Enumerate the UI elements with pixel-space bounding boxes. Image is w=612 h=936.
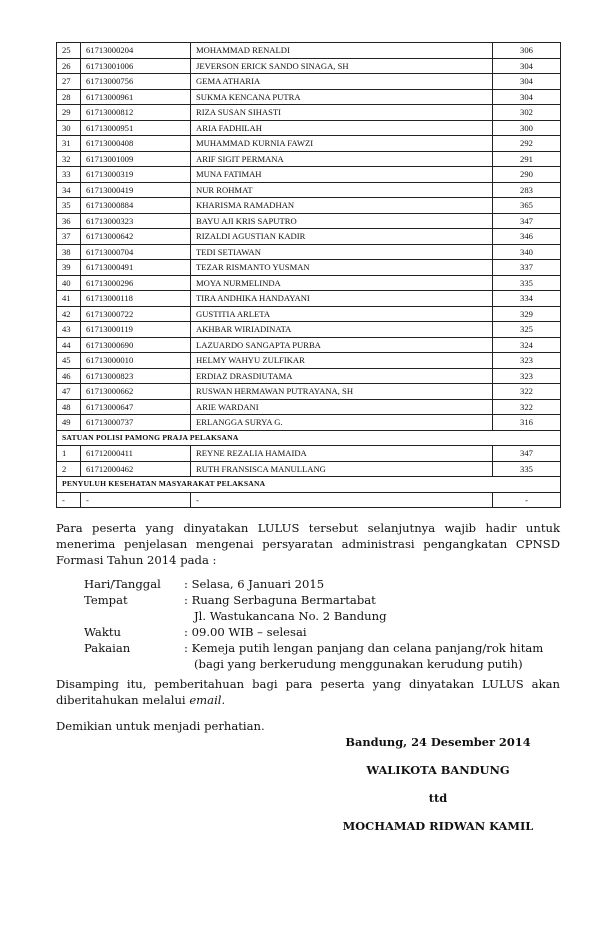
cell-score: 291 xyxy=(493,151,561,167)
cell-no: 44 xyxy=(57,337,81,353)
cell-nip: 61713001009 xyxy=(81,151,191,167)
cell-nip: 61713000690 xyxy=(81,337,191,353)
cell-nip: 61713000204 xyxy=(81,43,191,59)
table-row xyxy=(57,43,561,59)
table-row xyxy=(57,198,561,214)
table-row xyxy=(57,306,561,322)
schedule-row-place xyxy=(84,592,574,608)
cell-no: 34 xyxy=(57,182,81,198)
table-section-row xyxy=(57,430,561,446)
cell-nip: 61713000704 xyxy=(81,244,191,260)
schedule-block xyxy=(84,576,574,672)
cell-nip: 61713000419 xyxy=(81,182,191,198)
cell-nip: 61713000491 xyxy=(81,260,191,276)
table-row xyxy=(57,213,561,229)
cell-name: LAZUARDO SANGAPTA PURBA xyxy=(191,337,493,353)
table-row xyxy=(57,105,561,121)
cell-name: SUKMA KENCANA PUTRA xyxy=(191,89,493,105)
schedule-row-dress xyxy=(84,640,574,656)
cell-nip: 61713000884 xyxy=(81,198,191,214)
table-row xyxy=(57,415,561,431)
cell-no: 49 xyxy=(57,415,81,431)
cell-score: 306 xyxy=(493,43,561,59)
section-heading-penyuluh: PENYULUH KESEHATAN MASYARAKAT PELAKSANA xyxy=(57,477,561,493)
table-row xyxy=(57,167,561,183)
paragraph-email-main: Disamping itu, pemberitahuan bagi para peserta yang dinyatakan LULUS akan diberitahukan melalui xyxy=(56,677,560,707)
cell-name: NUR ROHMAT xyxy=(191,182,493,198)
cell-score: 322 xyxy=(493,399,561,415)
cell-no: 31 xyxy=(57,136,81,152)
cell-nip: - xyxy=(81,492,191,508)
cell-no: 28 xyxy=(57,89,81,105)
cell-name: RUSWAN HERMAWAN PUTRAYANA, SH xyxy=(191,384,493,400)
table-row xyxy=(57,182,561,198)
cell-score: 323 xyxy=(493,353,561,369)
cell-name: MOYA NURMELINDA xyxy=(191,275,493,291)
cell-score: 346 xyxy=(493,229,561,245)
cell-nip: 61713001006 xyxy=(81,58,191,74)
cell-no: 26 xyxy=(57,58,81,74)
cell-score: - xyxy=(493,492,561,508)
cell-score: 322 xyxy=(493,384,561,400)
table-row xyxy=(57,275,561,291)
table-row xyxy=(57,461,561,477)
cell-no: 27 xyxy=(57,74,81,90)
paragraph-email-end: . xyxy=(221,693,226,707)
table-row xyxy=(57,446,561,462)
cell-name: BAYU AJI KRIS SAPUTRO xyxy=(191,213,493,229)
cell-no: 45 xyxy=(57,353,81,369)
cell-name: - xyxy=(191,492,493,508)
table-row xyxy=(57,291,561,307)
paragraph-email-notice xyxy=(56,676,560,708)
paragraph-email-word: email xyxy=(189,693,222,707)
cell-nip: 61713000319 xyxy=(81,167,191,183)
cell-name: KHARISMA RAMADHAN xyxy=(191,198,493,214)
cell-nip: 61713000118 xyxy=(81,291,191,307)
cell-no: 2 xyxy=(57,461,81,477)
results-table-body xyxy=(57,43,561,508)
cell-nip: 61713000010 xyxy=(81,353,191,369)
cell-nip: 61713000323 xyxy=(81,213,191,229)
cell-score: 334 xyxy=(493,291,561,307)
cell-nip: 61713000647 xyxy=(81,399,191,415)
table-row xyxy=(57,492,561,508)
cell-no: 41 xyxy=(57,291,81,307)
table-row xyxy=(57,229,561,245)
cell-name: TEDI SETIAWAN xyxy=(191,244,493,260)
table-row xyxy=(57,337,561,353)
cell-no: 33 xyxy=(57,167,81,183)
table-row xyxy=(57,322,561,338)
cell-score: 347 xyxy=(493,446,561,462)
cell-name: JEVERSON ERICK SANDO SINAGA, SH xyxy=(191,58,493,74)
cell-score: 347 xyxy=(493,213,561,229)
cell-no: 29 xyxy=(57,105,81,121)
cell-no: 32 xyxy=(57,151,81,167)
cell-name: ARIF SIGIT PERMANA xyxy=(191,151,493,167)
cell-nip: 61713000662 xyxy=(81,384,191,400)
cell-no: 46 xyxy=(57,368,81,384)
table-row xyxy=(57,74,561,90)
schedule-time-value: : 09.00 WIB – selesai xyxy=(184,625,307,639)
signature-place-date: Bandung, 24 Desember 2014 xyxy=(345,735,531,749)
cell-nip: 61713000296 xyxy=(81,275,191,291)
cell-no: 43 xyxy=(57,322,81,338)
cell-no: 36 xyxy=(57,213,81,229)
table-row xyxy=(57,384,561,400)
cell-nip: 61713000642 xyxy=(81,229,191,245)
cell-score: 340 xyxy=(493,244,561,260)
cell-no: 42 xyxy=(57,306,81,322)
cell-score: 290 xyxy=(493,167,561,183)
schedule-day-label: Hari/Tanggal xyxy=(84,577,161,591)
table-row xyxy=(57,89,561,105)
schedule-place-label: Tempat xyxy=(84,593,128,607)
cell-score: 329 xyxy=(493,306,561,322)
cell-nip: 61713000408 xyxy=(81,136,191,152)
cell-score: 300 xyxy=(493,120,561,136)
paragraph-instructions: Para peserta yang dinyatakan LULUS tersebut selanjutnya wajib hadir untuk menerima penjelasan mengenai persyaratan administrasi pengangkatan CPNSD Formasi Tahun 2014 pada : xyxy=(56,521,560,567)
cell-score: 365 xyxy=(493,198,561,214)
cell-no: 47 xyxy=(57,384,81,400)
cell-score: 304 xyxy=(493,74,561,90)
cell-name: GEMA ATHARIA xyxy=(191,74,493,90)
cell-no: - xyxy=(57,492,81,508)
results-table xyxy=(56,42,561,508)
cell-nip: 61713000119 xyxy=(81,322,191,338)
cell-name: MUNA FATIMAH xyxy=(191,167,493,183)
table-row xyxy=(57,58,561,74)
cell-nip: 61713000756 xyxy=(81,74,191,90)
cell-score: 292 xyxy=(493,136,561,152)
schedule-time-label: Waktu xyxy=(84,625,121,639)
cell-no: 40 xyxy=(57,275,81,291)
cell-score: 323 xyxy=(493,368,561,384)
cell-score: 304 xyxy=(493,58,561,74)
table-row xyxy=(57,368,561,384)
cell-no: 35 xyxy=(57,198,81,214)
cell-no: 1 xyxy=(57,446,81,462)
cell-score: 316 xyxy=(493,415,561,431)
schedule-row-day xyxy=(84,576,574,592)
table-row xyxy=(57,353,561,369)
table-row xyxy=(57,244,561,260)
cell-nip: 61713000722 xyxy=(81,306,191,322)
schedule-dress-label: Pakaian xyxy=(84,641,131,655)
signature-ttd: ttd xyxy=(428,791,448,805)
cell-no: 37 xyxy=(57,229,81,245)
schedule-day-value: : Selasa, 6 Januari 2015 xyxy=(184,577,325,591)
cell-score: 337 xyxy=(493,260,561,276)
cell-score: 335 xyxy=(493,275,561,291)
schedule-place-value: : Ruang Serbaguna Bermartabat xyxy=(184,593,376,607)
cell-name: HELMY WAHYU ZULFIKAR xyxy=(191,353,493,369)
cell-nip: 61713000737 xyxy=(81,415,191,431)
table-section-row xyxy=(57,477,561,493)
cell-nip: 61713000823 xyxy=(81,368,191,384)
cell-name: REYNE REZALIA HAMAIDA xyxy=(191,446,493,462)
schedule-dress-value: : Kemeja putih lengan panjang dan celana panjang/rok hitam xyxy=(184,641,544,655)
cell-score: 324 xyxy=(493,337,561,353)
cell-no: 25 xyxy=(57,43,81,59)
cell-name: AKHBAR WIRIADINATA xyxy=(191,322,493,338)
cell-score: 335 xyxy=(493,461,561,477)
cell-nip: 61712000411 xyxy=(81,446,191,462)
table-row xyxy=(57,260,561,276)
cell-score: 283 xyxy=(493,182,561,198)
schedule-row-place-address xyxy=(84,608,574,624)
cell-nip: 61713000812 xyxy=(81,105,191,121)
schedule-place-address: Jl. Wastukancana No. 2 Bandung xyxy=(194,609,387,623)
cell-name: TIRA ANDHIKA HANDAYANI xyxy=(191,291,493,307)
section-heading-satpol: SATUAN POLISI PAMONG PRAJA PELAKSANA xyxy=(57,430,561,446)
cell-name: ERDIAZ DRASDIUTAMA xyxy=(191,368,493,384)
signature-name: MOCHAMAD RIDWAN KAMIL xyxy=(342,819,534,833)
schedule-row-dress-note xyxy=(84,656,574,672)
cell-name: MOHAMMAD RENALDI xyxy=(191,43,493,59)
cell-name: RIZA SUSAN SIHASTI xyxy=(191,105,493,121)
cell-nip: 61713000961 xyxy=(81,89,191,105)
cell-score: 302 xyxy=(493,105,561,121)
table-row xyxy=(57,399,561,415)
table-row xyxy=(57,120,561,136)
cell-no: 30 xyxy=(57,120,81,136)
cell-no: 48 xyxy=(57,399,81,415)
paragraph-closing: Demikian untuk menjadi perhatian. xyxy=(56,719,265,733)
cell-name: RUTH FRANSISCA MANULLANG xyxy=(191,461,493,477)
cell-name: ARIE WARDANI xyxy=(191,399,493,415)
cell-no: 38 xyxy=(57,244,81,260)
cell-name: ERLANGGA SURYA G. xyxy=(191,415,493,431)
cell-nip: 61713000951 xyxy=(81,120,191,136)
table-row xyxy=(57,151,561,167)
cell-name: MUHAMMAD KURNIA FAWZI xyxy=(191,136,493,152)
cell-nip: 61712000462 xyxy=(81,461,191,477)
signature-office: WALIKOTA BANDUNG xyxy=(366,763,510,777)
cell-score: 304 xyxy=(493,89,561,105)
cell-name: ARIA FADHILAH xyxy=(191,120,493,136)
cell-name: RIZALDI AGUSTIAN KADIR xyxy=(191,229,493,245)
table-row xyxy=(57,136,561,152)
cell-name: GUSTITIA ARLETA xyxy=(191,306,493,322)
cell-no: 39 xyxy=(57,260,81,276)
cell-score: 325 xyxy=(493,322,561,338)
cell-name: TEZAR RISMANTO YUSMAN xyxy=(191,260,493,276)
schedule-row-time xyxy=(84,624,574,640)
schedule-dress-note: (bagi yang berkerudung menggunakan kerudung putih) xyxy=(194,657,523,671)
